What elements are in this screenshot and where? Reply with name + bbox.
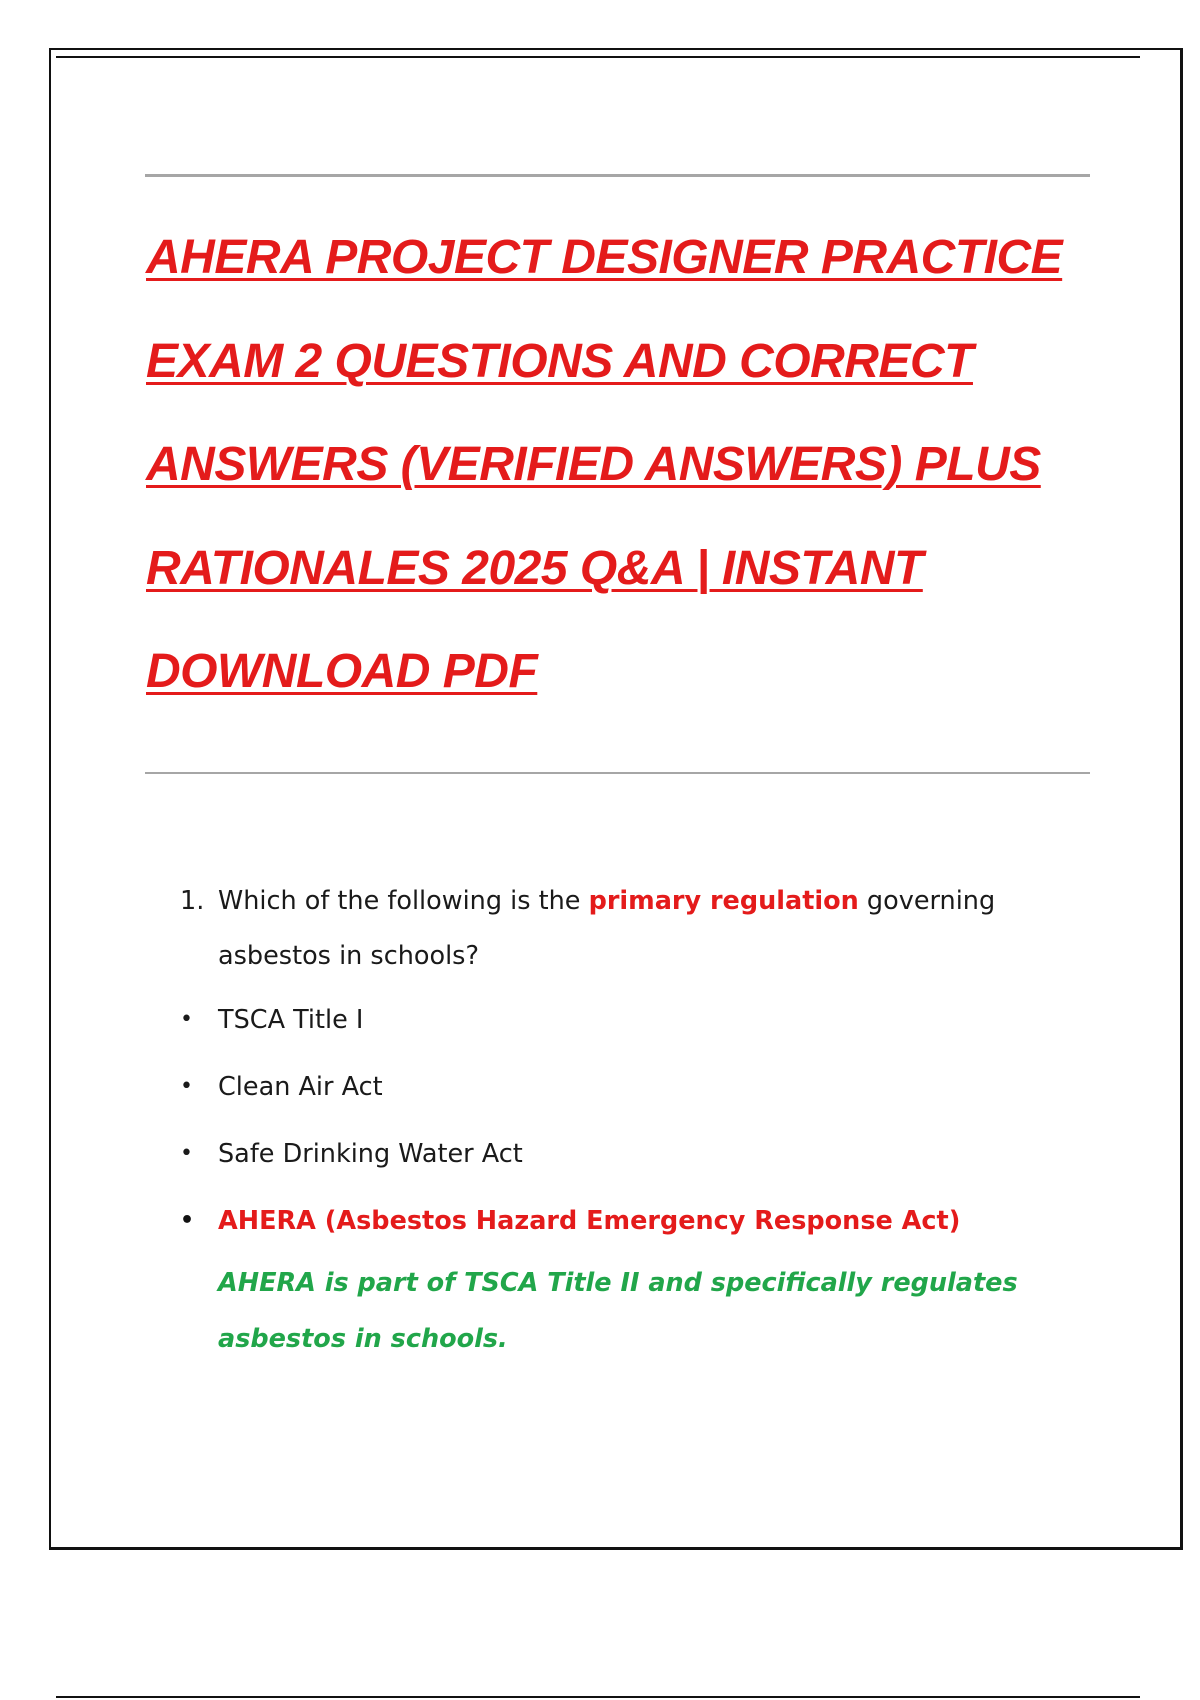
answer-rationale: AHERA is part of TSCA Title II and specifically regulates asbestos in schools.	[218, 1268, 1018, 1354]
bullet-icon: •	[180, 1007, 193, 1032]
question-number: 1.	[180, 886, 205, 916]
bullet-icon: •	[180, 1141, 193, 1166]
frame-top-rule	[56, 56, 1140, 58]
bullet-icon: •	[180, 1208, 195, 1233]
question-text-after: governing asbestos in schools?	[218, 886, 996, 971]
option-label: Clean Air Act	[218, 1072, 383, 1102]
answer-option	[180, 1000, 1080, 1040]
question-text	[218, 874, 1100, 984]
question-1	[180, 874, 1100, 984]
correct-answer-option	[180, 1201, 1080, 1367]
title-top-divider	[145, 174, 1090, 177]
answer-option	[180, 1067, 1080, 1107]
question-highlight: primary regulation	[588, 886, 859, 916]
option-label: TSCA Title I	[218, 1005, 364, 1035]
page-bottom-rule	[56, 1696, 1140, 1698]
title-bottom-divider	[145, 772, 1090, 774]
question-text-before: Which of the following is the	[218, 886, 589, 916]
answer-options	[180, 1000, 1080, 1367]
answer-option	[180, 1134, 1080, 1174]
option-label: AHERA (Asbestos Hazard Emergency Response Act)	[218, 1206, 961, 1236]
bullet-icon: •	[180, 1074, 193, 1099]
document-title: AHERA PROJECT DESIGNER PRACTICE EXAM 2 QUESTIONS AND CORRECT ANSWERS (VERIFIED ANSWERS) PLUS RATIONALES 2025 Q&A | INSTANT DOWNLOAD PDF	[146, 231, 1063, 698]
option-label: Safe Drinking Water Act	[218, 1139, 523, 1169]
